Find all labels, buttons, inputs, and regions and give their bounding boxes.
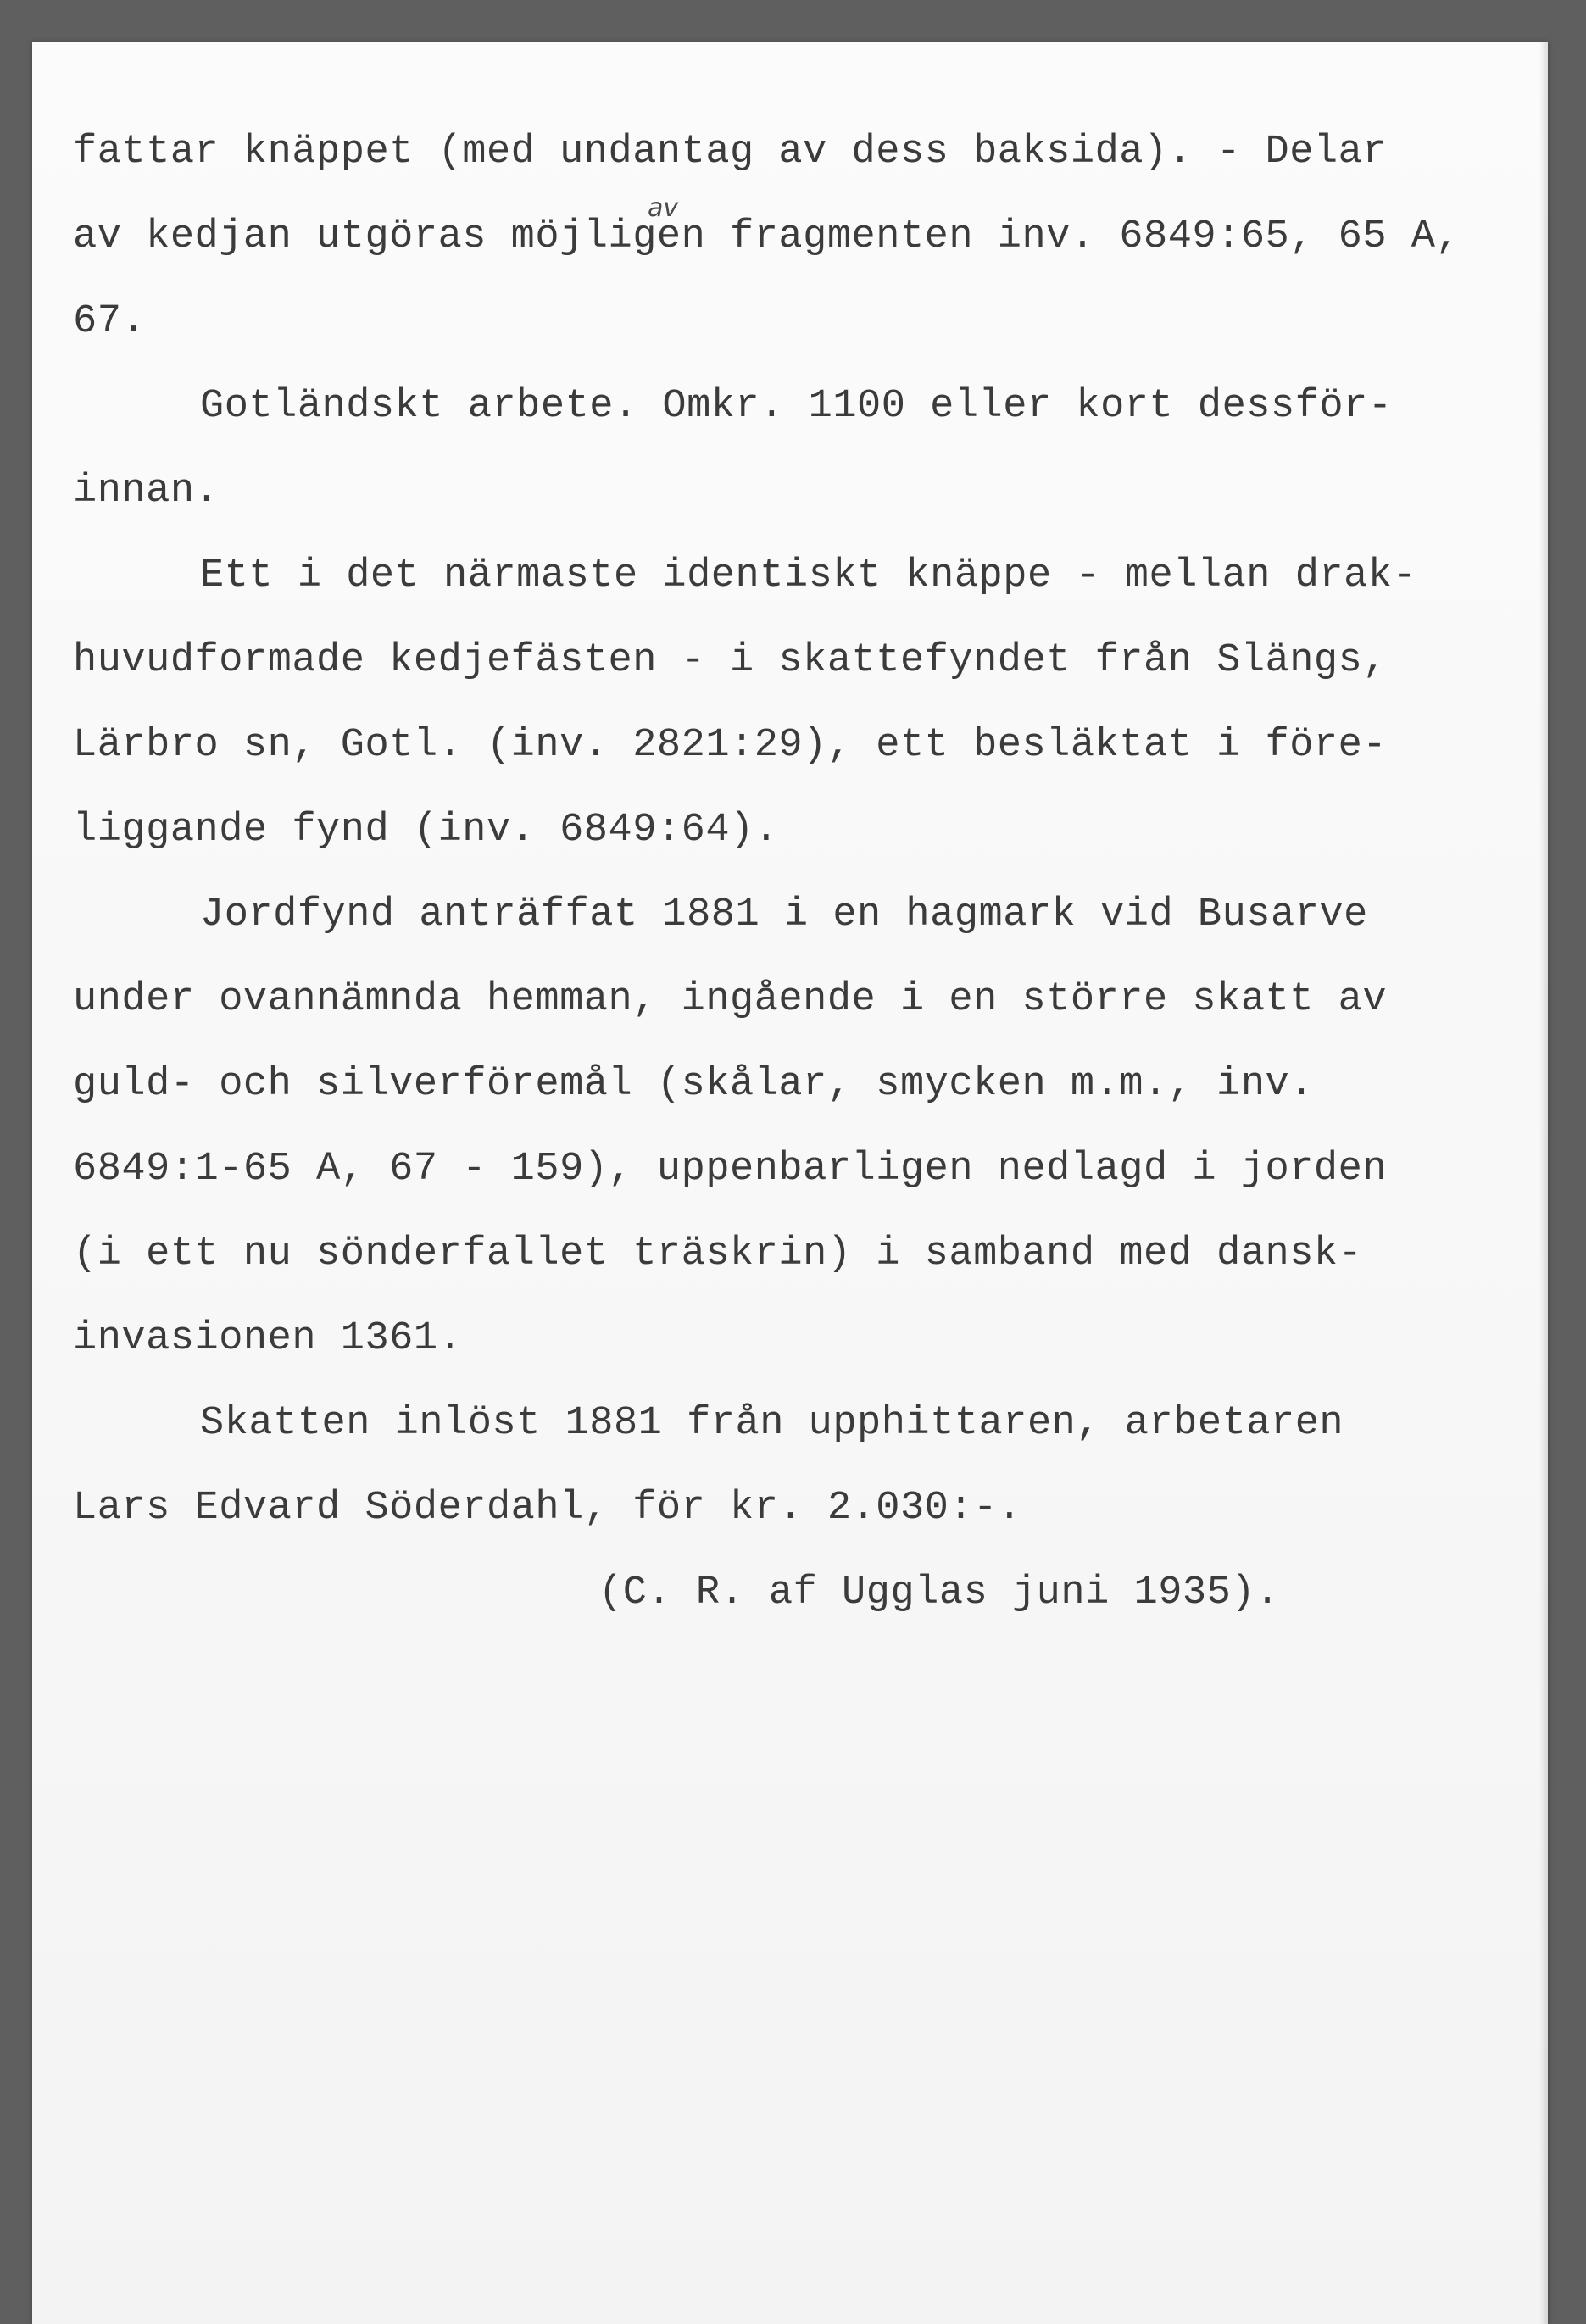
text-line: 6849:1-65 A, 67 - 159), uppenbarligen nedlagd i jorden [73,1147,1388,1192]
handwritten-insert: av [648,193,679,223]
text-line: av kedjan utgöras möjligen fragmenten inv. 6849:65, 65 A, [73,214,1461,259]
paragraph-start-line: Skatten inlöst 1881 från upphittaren, arbetaren [200,1401,1344,1446]
paragraph-start-line: Gotländskt arbete. Omkr. 1100 eller kort dessför- [200,384,1393,429]
text-line: fattar knäppet (med undantag av dess baksida). - Delar [73,130,1388,175]
paragraph-start-line: Jordfynd anträffat 1881 i en hagmark vid Busarve [200,892,1368,937]
text-line: (i ett nu sönderfallet träskrin) i samband med dansk- [73,1231,1363,1276]
paragraph-start-line: Ett i det närmaste identiskt knäppe - mellan drak- [200,553,1417,598]
document-page [32,42,1548,2324]
text-line: Lars Edvard Söderdahl, för kr. 2.030:-. [73,1486,1022,1531]
text-line: guld- och silverföremål (skålar, smycken m.m., inv. [73,1062,1314,1107]
text-line: Lärbro sn, Gotl. (inv. 2821:29), ett besläktat i före- [73,723,1388,768]
text-line: invasionen 1361. [73,1316,463,1361]
text-line: huvudformade kedjefästen - i skattefyndet från Slängs, [73,638,1388,683]
typed-text-block [73,110,1548,1636]
text-line: innan. [73,469,220,514]
text-line: liggande fynd (inv. 6849:64). [73,808,779,853]
text-line: 67. [73,299,147,344]
signature-line: (C. R. af Ugglas juni 1935). [598,1571,1280,1615]
text-line: under ovannämnda hemman, ingående i en större skatt av [73,977,1388,1022]
